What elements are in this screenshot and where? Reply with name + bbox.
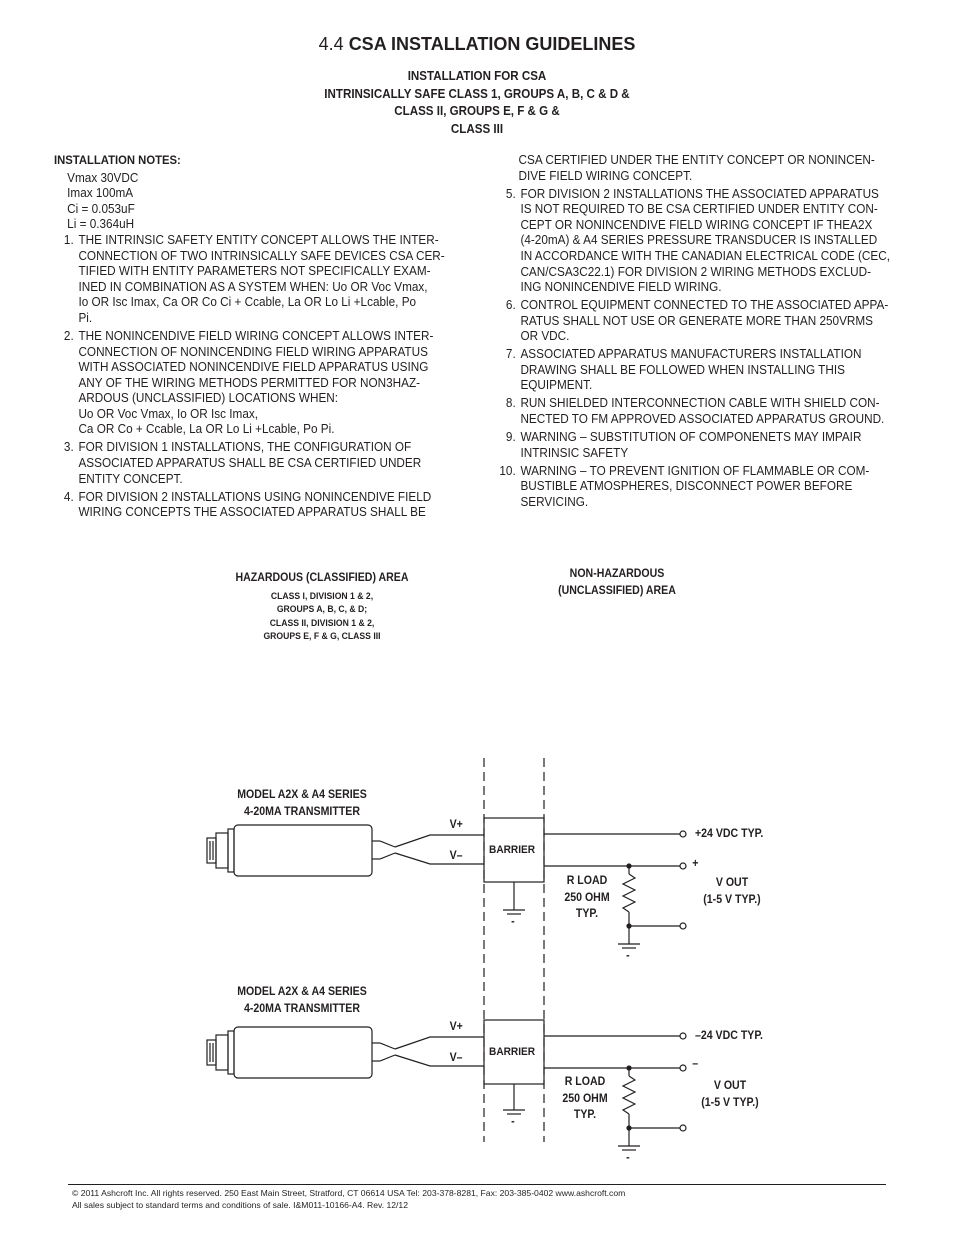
note-line: Pi. xyxy=(78,310,93,325)
vout-line: V OUT xyxy=(715,877,749,889)
subtitle-line: INTRINSICALLY SAFE CLASS 1, GROUPS A, B, C & D & xyxy=(324,86,630,101)
note-number: 8. xyxy=(505,396,516,411)
polarity-1-label: + xyxy=(692,858,699,870)
section-number: 4.4 xyxy=(318,34,344,54)
vminus-1-label: V– xyxy=(449,850,463,862)
note-line: ASSOCIATED APPARATUS MANUFACTURERS INSTALLATION xyxy=(520,347,862,362)
note-number: 10. xyxy=(499,463,516,478)
note-line: IS NOT REQUIRED TO BE CSA CERTIFIED UNDER ENTITY CON- xyxy=(520,202,878,217)
note-line: WITH ASSOCIATED NONINCENDIVE FIELD APPARATUS USING xyxy=(78,360,429,375)
model-line: 4-20MA TRANSMITTER xyxy=(243,1002,361,1015)
note-line: CAN/CSA3C22.1) FOR DIVISION 2 WIRING METHODS EXCLUD- xyxy=(520,264,872,279)
note-line: CONTROL EQUIPMENT CONNECTED TO THE ASSOCIATED APPA- xyxy=(520,298,889,313)
note-line: INED IN COMBINATION AS A SYSTEM WHEN: Uo OR Voc Vmax, xyxy=(78,279,428,294)
vout-line: V OUT xyxy=(713,1080,747,1092)
note-line: TIFIED WITH ENTITY PARAMETERS NOT SPECIFICALLY EXAM- xyxy=(78,264,431,279)
vout-1-top-terminal xyxy=(680,863,686,869)
note-line: THE INTRINSIC SAFETY ENTITY CONCEPT ALLOWS THE INTER- xyxy=(78,232,439,247)
footer-copyright: © 2011 Ashcroft Inc. All rights reserved. 250 East Main Street, Stratford, CT 06614 USA Tel: 203-378-8281, Fax: 203-385-0402 www.ashcroft.com xyxy=(72,1188,626,1198)
rload-line: R LOAD xyxy=(566,875,608,887)
note-line: THE NONINCENDIVE FIELD WIRING CONCEPT ALLOWS INTER- xyxy=(78,328,434,343)
note-line: CONNECTION OF NONINCENDING FIELD WIRING APPARATUS xyxy=(78,344,428,359)
notes-heading: INSTALLATION NOTES: xyxy=(54,153,181,167)
note-number: 1. xyxy=(63,232,74,247)
transmitter-2-icon xyxy=(207,1027,380,1078)
note-line: DIVE FIELD WIRING CONCEPT. xyxy=(518,168,693,183)
note-line: NECTED TO FM APPROVED ASSOCIATED APPARATUS GROUND. xyxy=(520,412,885,427)
class-line: GROUPS A, B, C, & D; xyxy=(276,604,368,616)
transmitter-1-label xyxy=(219,787,385,820)
note-number: 5. xyxy=(505,186,516,201)
note-number: 9. xyxy=(505,430,516,445)
vout-line: (1-5 V TYP.) xyxy=(703,893,761,906)
note-line: ASSOCIATED APPARATUS SHALL BE CSA CERTIFIED UNDER xyxy=(78,456,422,471)
note-line: FOR DIVISION 1 INSTALLATIONS, THE CONFIGURATION OF xyxy=(78,440,412,455)
rload-line: 250 OHM xyxy=(564,891,610,904)
vout-line: (1-5 V TYP.) xyxy=(701,1096,759,1109)
vout-1-bottom-terminal xyxy=(680,923,686,929)
rload-1-resistor-icon xyxy=(623,866,635,944)
transmitter-2-label xyxy=(219,984,385,1017)
rload-2-resistor-icon xyxy=(623,1068,635,1146)
note-line: CONNECTION OF TWO INTRINSICALLY SAFE DEVICES CSA CER- xyxy=(78,248,445,263)
barrier-1-label: BARRIER xyxy=(489,844,536,856)
note-line: ING NONINCENDIVE FIELD WIRING. xyxy=(520,280,722,295)
note-line: FOR DIVISION 2 INSTALLATIONS USING NONINCENDIVE FIELD xyxy=(78,489,432,504)
supply-1-label: +24 VDC TYP. xyxy=(694,828,764,840)
rload-line: TYP. xyxy=(575,908,599,920)
note-line: CSA CERTIFIED UNDER THE ENTITY CONCEPT OR NONINCEN- xyxy=(518,153,875,167)
note-number: 4. xyxy=(63,489,74,504)
note-line: EQUIPMENT. xyxy=(520,378,593,393)
ground-1a-mark: - xyxy=(511,916,515,928)
ground-2a-mark: - xyxy=(511,1116,515,1128)
footer xyxy=(72,1188,625,1211)
section-title: CSA INSTALLATION GUIDELINES xyxy=(348,34,636,54)
hazardous-area-title: HAZARDOUS (CLASSIFIED) AREA xyxy=(235,572,409,584)
param-li: Li = 0.364uH xyxy=(67,217,135,232)
model-line: 4-20MA TRANSMITTER xyxy=(243,805,361,818)
footer-terms: All sales subject to standard terms and conditions of sale. I&M011-10166-A4. Rev. 12/12 xyxy=(72,1199,408,1210)
model-line: MODEL A2X & A4 SERIES xyxy=(237,986,367,998)
note-number: 6. xyxy=(505,298,516,313)
param-vmax: Vmax 30VDC xyxy=(67,170,139,185)
area-line: NON-HAZARDOUS xyxy=(569,568,665,580)
param-ci: Ci = 0.053uF xyxy=(67,201,135,216)
note-line: RATUS SHALL NOT USE OR GENERATE MORE THAN 250VRMS xyxy=(520,313,874,328)
note-line: DRAWING SHALL BE FOLLOWED WHEN INSTALLING THIS xyxy=(520,362,845,377)
note-line: ARDOUS (UNCLASSIFIED) LOCATIONS WHEN: xyxy=(78,391,339,406)
vout-1-label xyxy=(690,875,775,908)
transmitter-1-icon xyxy=(207,825,380,876)
note-line: IN ACCORDANCE WITH THE CANADIAN ELECTRICAL CODE (CEC, xyxy=(520,248,890,263)
supply-2-label: –24 VDC TYP. xyxy=(694,1030,763,1042)
vplus-1-label: V+ xyxy=(449,819,463,831)
note-line: OR VDC. xyxy=(520,329,570,344)
class-line: CLASS I, DIVISION 1 & 2, xyxy=(270,591,374,602)
note-line: Io OR Isc Imax, Ca OR Co Ci + Ccable, La OR Lo Li +Lcable, Po xyxy=(78,295,417,310)
note-line: Ca OR Co + Ccable, La OR Lo Li +Lcable, Po Pi. xyxy=(78,422,335,437)
ground-2b-mark: - xyxy=(626,1152,630,1164)
polarity-2-label: – xyxy=(692,1058,699,1070)
class-line: CLASS II, DIVISION 1 & 2, xyxy=(269,617,375,629)
rload-1-label xyxy=(555,873,619,923)
note-line: WARNING – TO PREVENT IGNITION OF FLAMMABLE OR COM- xyxy=(520,463,870,478)
area-line: (UNCLASSIFIED) AREA xyxy=(558,585,676,597)
param-imax: Imax 100mA xyxy=(67,186,134,201)
vout-2-top-terminal xyxy=(680,1065,686,1071)
note-line: WARNING – SUBSTITUTION OF COMPONENETS MAY IMPAIR xyxy=(520,430,862,445)
note-line: RUN SHIELDED INTERCONNECTION CABLE WITH SHIELD CON- xyxy=(520,396,880,411)
note-line: BUSTIBLE ATMOSPHERES, DISCONNECT POWER BEFORE xyxy=(520,479,853,494)
subtitle-line: CLASS II, GROUPS E, F & G & xyxy=(394,104,560,118)
supply-2-terminal xyxy=(680,1033,686,1039)
note-line: SERVICING. xyxy=(520,494,589,509)
note-line: ANY OF THE WIRING METHODS PERMITTED FOR NON3HAZ- xyxy=(78,375,421,390)
rload-line: R LOAD xyxy=(564,1076,606,1088)
vplus-2-label: V+ xyxy=(449,1021,463,1033)
subtitle-line: CLASS III xyxy=(450,121,504,136)
subtitle-line: INSTALLATION FOR CSA xyxy=(407,69,547,83)
rload-2-bottom-junction xyxy=(627,1126,631,1130)
note-line: WIRING CONCEPTS THE ASSOCIATED APPARATUS SHALL BE xyxy=(78,505,426,520)
class-line: GROUPS E, F & G, CLASS III xyxy=(263,630,381,642)
supply-1-terminal xyxy=(680,831,686,837)
note-number: 2. xyxy=(63,328,74,343)
note-line: (4-20mA) & A4 SERIES PRESSURE TRANSDUCER IS INSTALLED xyxy=(520,233,878,248)
vout-2-bottom-terminal xyxy=(680,1125,686,1131)
rload-line: TYP. xyxy=(573,1109,597,1121)
rload-2-label xyxy=(553,1074,617,1124)
note-line: INTRINSIC SAFETY xyxy=(520,445,629,460)
rload-1-bottom-junction xyxy=(627,924,631,928)
note-number: 3. xyxy=(63,440,74,455)
note-line: FOR DIVISION 2 INSTALLATIONS THE ASSOCIATED APPARATUS xyxy=(520,186,879,201)
note-line: ENTITY CONCEPT. xyxy=(78,471,183,486)
footer-divider xyxy=(68,1184,886,1185)
rload-line: 250 OHM xyxy=(562,1092,608,1105)
cable-2 xyxy=(380,1037,484,1066)
note-line: Uo OR Voc Vmax, Io OR Isc Imax, xyxy=(78,406,259,421)
barrier-2-label: BARRIER xyxy=(489,1046,536,1058)
cable-1 xyxy=(380,835,484,864)
note-number: 7. xyxy=(505,347,516,362)
ground-1b-mark: - xyxy=(626,950,630,962)
vminus-2-label: V– xyxy=(449,1052,463,1064)
model-line: MODEL A2X & A4 SERIES xyxy=(237,789,367,801)
vout-2-label xyxy=(688,1078,773,1111)
note-line: CEPT OR NONINCENDIVE FIELD WIRING CONCEPT IF THEA2X xyxy=(520,217,873,232)
